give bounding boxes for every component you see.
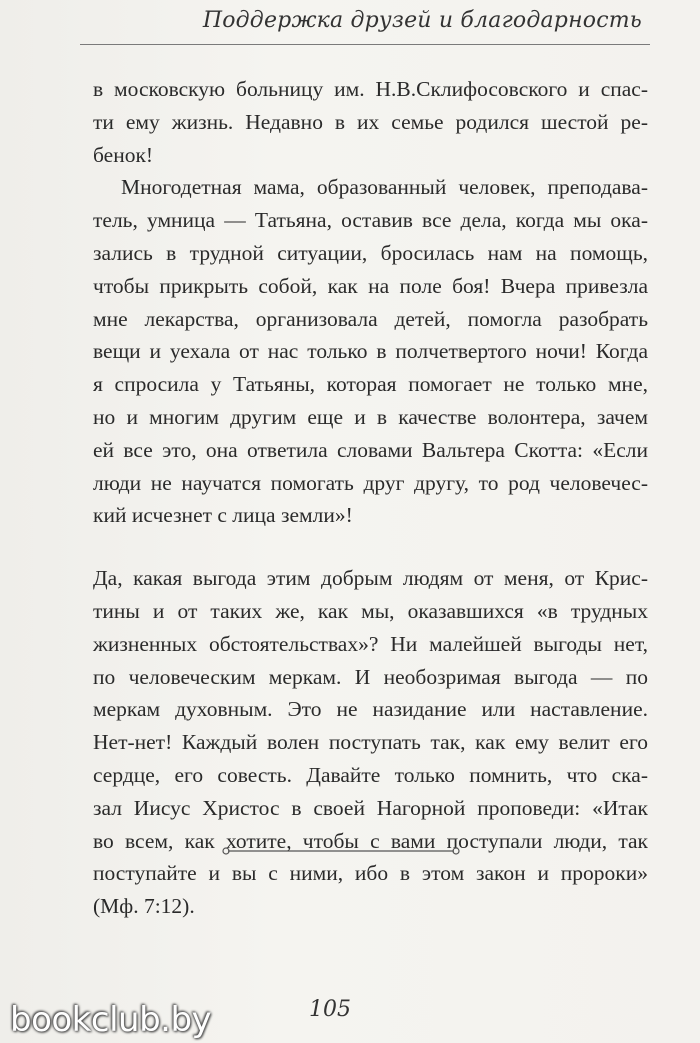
text-line: Да, какая выгода этим добрым людям от меня, от Крис-	[93, 566, 648, 591]
text-line: жизненных обстоятельствах»? Ни малейшей выгоды нет,	[93, 631, 648, 656]
text-line: сердце, его совесть. Давайте только помнить, что ска-	[93, 762, 648, 787]
text-line: по человеческим меркам. И необозримая выгода — по	[93, 664, 648, 689]
text-line: вещи и уехала от нас только в полчетвертого ночи! Когда	[93, 339, 648, 364]
text-line: но и многим другим еще и в качестве волонтера, зачем	[93, 404, 648, 429]
text-line: зал Иисус Христос в своей Нагорной проповеди: «Итак	[93, 795, 648, 820]
text-line: ей все это, она ответила словами Вальтера Скотта: «Если	[93, 437, 648, 462]
text-line: Нет-нет! Каждый волен поступать так, как ему велит его	[93, 730, 648, 755]
header-rule	[80, 44, 650, 45]
paragraph-gap	[93, 532, 648, 562]
text-line: (Мф. 7:12).	[93, 894, 195, 919]
paragraph-1	[93, 73, 648, 171]
text-line: бенок!	[93, 142, 154, 167]
body-text	[93, 73, 648, 923]
text-line: во всем, как хотите, чтобы с вами поступали люди, так	[93, 828, 648, 853]
section-divider-ornament	[222, 845, 460, 857]
running-header: Поддержка друзей и благодарность	[202, 8, 642, 33]
text-line: тель, умница — Татьяна, оставив все дела, когда мы ока-	[93, 208, 648, 233]
text-line: меркам духовным. Это не назидание или наставление.	[93, 697, 648, 722]
page-number: 105	[309, 997, 351, 1022]
text-line: в московскую больницу им. Н.В.Склифосовского и спас-	[93, 77, 648, 101]
text-line: чтобы прикрыть собой, как на поле боя! Вчера привезла	[93, 273, 648, 298]
text-line: ти ему жизнь. Недавно в их семье родился шестой ре-	[93, 109, 648, 134]
paragraph-3	[93, 562, 648, 923]
text-line: поступайте и вы с ними, ибо в этом закон и пророки»	[93, 861, 648, 886]
text-line: я спросила у Татьяны, которая помогает не только мне,	[93, 372, 648, 397]
text-line: Многодетная мама, образованный человек, преподава-	[121, 175, 648, 200]
paragraph-2	[93, 171, 648, 532]
site-watermark: bookclub.by	[10, 1000, 212, 1040]
text-line: зались в трудной ситуации, бросилась нам на помощь,	[93, 240, 648, 265]
text-line: люди не научатся помогать друг другу, то род человечес-	[93, 470, 648, 495]
text-line: тины и от таких же, как мы, оказавшихся «в трудных	[93, 598, 648, 623]
text-line: мне лекарства, организовала детей, помогла разобрать	[93, 306, 648, 331]
text-line: кий исчезнет с лица земли»!	[93, 503, 353, 528]
